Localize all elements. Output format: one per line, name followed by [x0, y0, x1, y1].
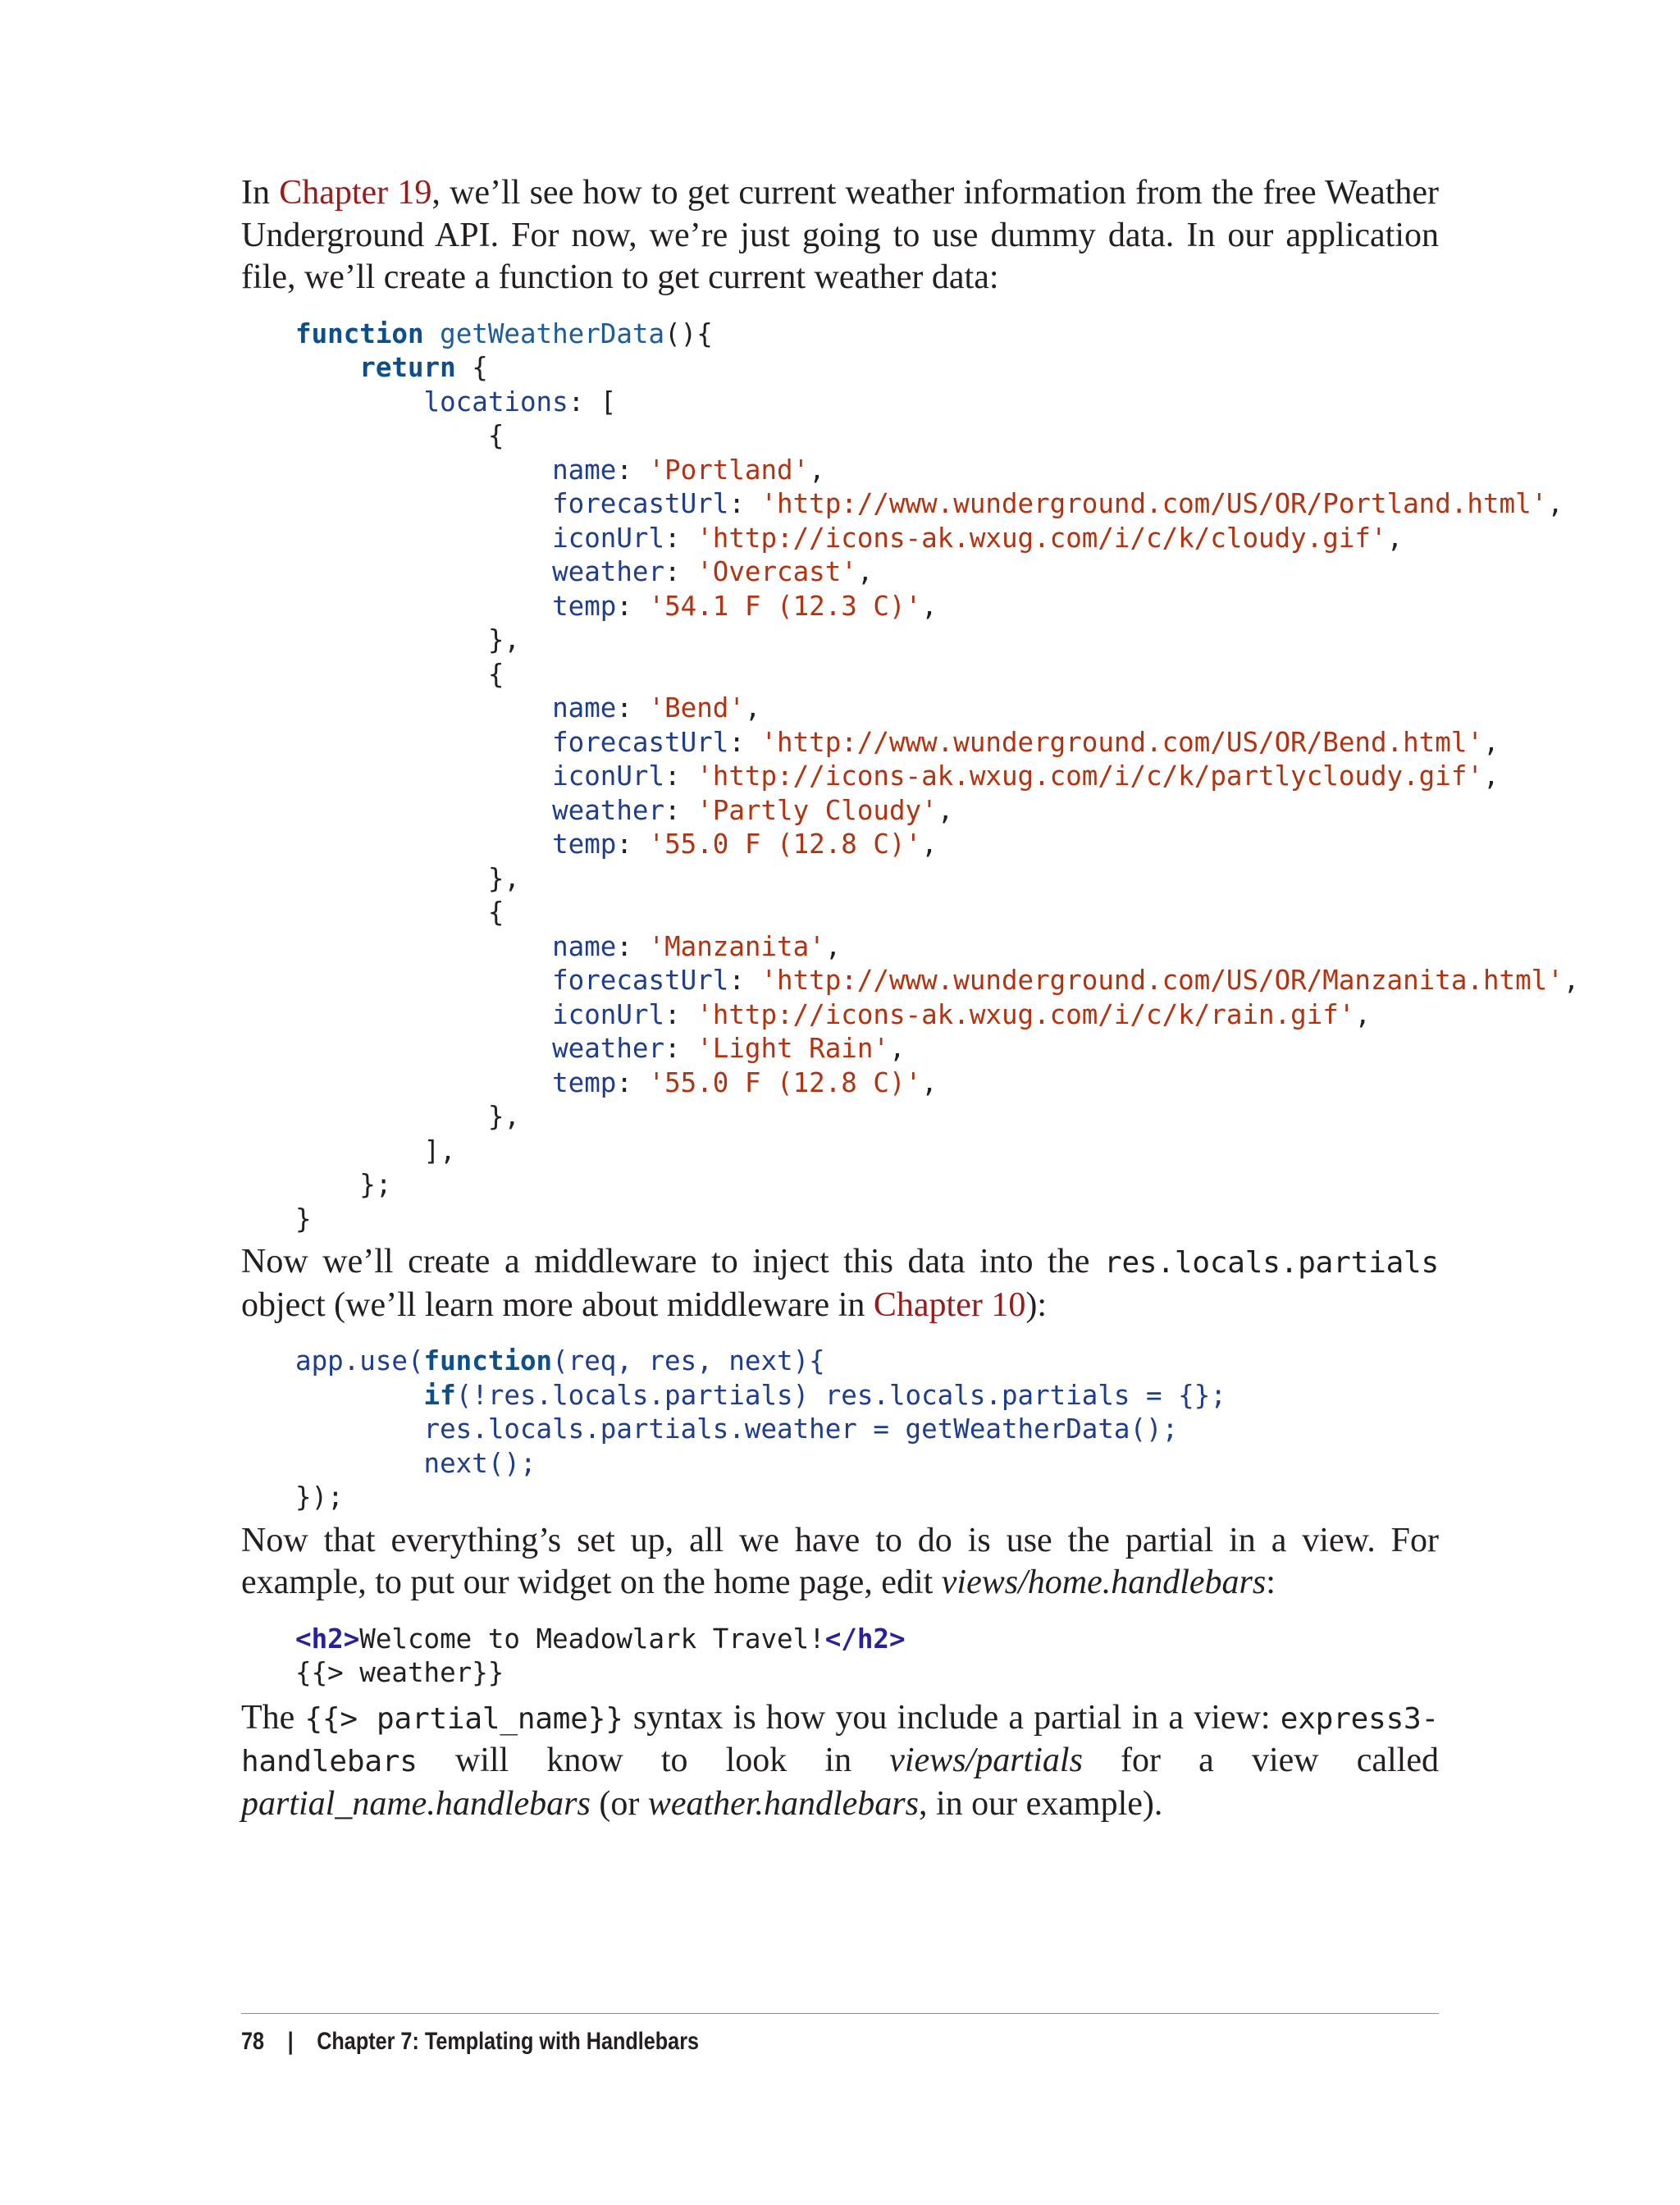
path-views-home: views/home.handlebars [941, 1564, 1267, 1601]
location-name: 'Bend' [648, 692, 745, 724]
page-content [241, 172, 1580, 1825]
footer-rule [241, 2013, 1439, 2014]
code-block-middleware: app.use(function(req, res, next){ if(!res.locals.partials) res.locals.partials = {}; res.locals.partials.weather = getWeatherData(); next(); }); [295, 1345, 1226, 1513]
paragraph-use-partial: Now that everything’s set up, all we have to do is use the partial in a view. For example, to put our widget on the home page, edit views/home.handlebars: [241, 1521, 1439, 1601]
paragraph-middleware: Now we’ll create a middleware to inject this data into the res.locals.partials object (we’ll learn more about middleware in Chapter 10): [241, 1243, 1439, 1324]
inline-code-express3-handlebars: express3-handlebars [241, 1701, 1439, 1778]
code-block-home-view: <h2>Welcome to Meadowlark Travel!</h2> {{> weather}} [295, 1623, 906, 1688]
code-block-get-weather-data: function getWeatherData(){ return { locations: [ { name: 'Portland', forecastUrl: 'http://www.wunderground.com/US/OR/Portland.html', iconUrl: 'http://icons-ak.wxug.com/i/c/k/cloudy.gif', weather: 'Overcast', temp: '54.1 F (12.3 C)', }, { name: 'Bend', forecastUrl: 'http://www.wunderground.com/US/OR/Bend.html', iconUrl: 'http://icons-ak.wxug.com/i/c/k/partlycloudy.gif', weather: 'Partly Cloudy', temp: '55.0 F (12.8 C)', }, { name: 'Manzanita', forecastUrl: 'http://www.wunderground.com/US/OR/Manzanita.html', iconUrl: 'http://icons-ak.wxug.com/i/c/k/rain.gif', weather: 'Light Rain', temp: '55.0 F (12.8 C)', }, ], }; } [295, 317, 1580, 1235]
chapter-title: Chapter 7: Templating with Handlebars [317, 2028, 700, 2055]
page-footer [241, 2028, 699, 2056]
path-partial-name: partial_name.handlebars [241, 1784, 591, 1823]
location-name: 'Portland' [648, 454, 810, 486]
footer-separator: | [287, 2028, 294, 2055]
paragraph-intro: In Chapter 19, we’ll see how to get current weather information from the free Weather Underground API. For now, we’re just going to use dummy data. In our application file, we’ll create a function to get current weather data: [241, 174, 1440, 296]
inline-code-res-locals-partials: res.locals.partials [1103, 1246, 1439, 1280]
paragraph-partial-syntax: The {{> partial_name}} syntax is how you include a partial in a view: express3-handlebars will know to look in views/partials for a view called partial_name.handlebars (or weather.handlebars, in our example). [241, 1698, 1439, 1823]
chapter-10-link[interactable]: Chapter 10 [873, 1285, 1026, 1324]
path-weather-handlebars: weather.handlebars [647, 1784, 919, 1823]
location-name: 'Manzanita' [648, 930, 825, 962]
inline-code-partial-name: {{> partial_name}} [304, 1701, 623, 1736]
chapter-19-link[interactable]: Chapter 19 [279, 174, 432, 212]
page-number: 78 [241, 2028, 265, 2055]
path-views-partials: views/partials [889, 1742, 1083, 1779]
